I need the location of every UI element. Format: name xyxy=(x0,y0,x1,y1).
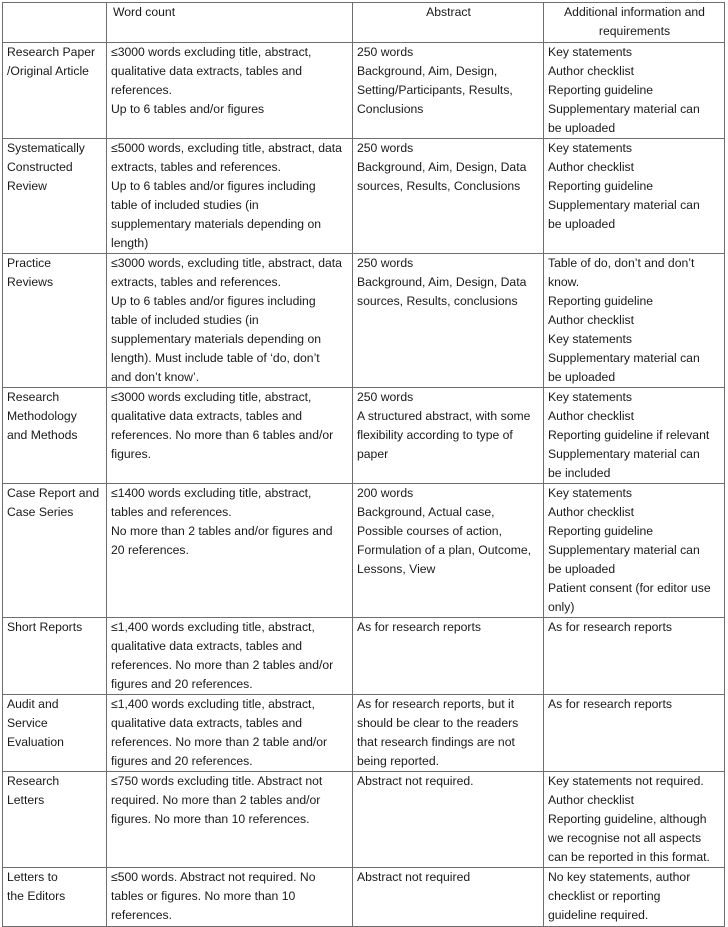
cell-text-line: Author checklist xyxy=(548,64,635,78)
cell-text-line: Background, Aim, Design, Data xyxy=(357,160,527,174)
cell-text-line: ≤500 words. Abstract not required. No xyxy=(111,870,316,884)
cell-text-line: Conclusions xyxy=(357,102,424,116)
cell-text-line: be uploaded xyxy=(548,121,616,135)
cell-text-line: Abstract not required. xyxy=(357,774,474,788)
cell-text-line: Key statements xyxy=(548,141,632,155)
cell-text-line: Systematically xyxy=(7,141,85,155)
cell-text-line: Letters xyxy=(7,793,45,807)
cell-text-line: the Editors xyxy=(7,889,66,903)
cell-text-line: supplementary materials depending on xyxy=(111,217,322,231)
cell-text-line: Supplementary material can xyxy=(548,198,700,212)
cell-text-line: Evaluation xyxy=(7,735,64,749)
cell-text-line: references. xyxy=(111,83,172,97)
cell-text-line: Supplementary material can xyxy=(548,543,700,557)
cell-text-line: supplementary materials depending on xyxy=(111,332,322,346)
cell-text-line: references. xyxy=(111,908,172,922)
cell-article-type xyxy=(3,139,107,254)
cell-article-type xyxy=(3,772,107,868)
cell-text-line: know. xyxy=(548,275,580,289)
header-row xyxy=(3,3,725,43)
table-row xyxy=(3,484,725,618)
cell-word-count xyxy=(107,254,353,388)
cell-text-line: Supplementary material can xyxy=(548,447,700,461)
cell-text-line: Author checklist xyxy=(548,793,635,807)
cell-text-line: and Methods xyxy=(7,428,78,442)
cell-text-line: only) xyxy=(548,600,575,614)
cell-text-line: sources, Results, conclusions xyxy=(357,294,518,308)
cell-text-line: be included xyxy=(548,466,611,480)
cell-abstract xyxy=(353,484,544,618)
cell-word-count xyxy=(107,772,353,868)
cell-word-count xyxy=(107,618,353,695)
cell-text-line: required. No more than 2 tables and/or xyxy=(111,793,321,807)
cell-additional-info xyxy=(544,695,725,772)
table-row xyxy=(3,868,725,927)
cell-text-line: No more than 2 tables and/or figures and xyxy=(111,524,333,538)
cell-text-line: Abstract not required xyxy=(357,870,471,884)
table-row xyxy=(3,618,725,695)
cell-text-line: Formulation of a plan, Outcome, xyxy=(357,543,532,557)
cell-text-line: Reporting guideline if relevant xyxy=(548,428,710,442)
header-abstract: Abstract xyxy=(353,3,544,43)
cell-text-line: 20 references. xyxy=(111,543,189,557)
cell-text-line: qualitative data extracts, tables and xyxy=(111,409,303,423)
cell-article-type xyxy=(3,695,107,772)
cell-text-line: Setting/Participants, Results, xyxy=(357,83,513,97)
cell-text-line: Reporting guideline xyxy=(548,294,654,308)
header-article-type xyxy=(3,3,107,43)
cell-text-line: Reporting guideline xyxy=(548,83,654,97)
cell-text-line: Service xyxy=(7,716,48,730)
cell-text-line: Reporting guideline xyxy=(548,524,654,538)
cell-text-line: Background, Aim, Design, Data xyxy=(357,275,527,289)
cell-text-line: As for research reports xyxy=(357,620,481,634)
table-row xyxy=(3,695,725,772)
cell-abstract xyxy=(353,139,544,254)
cell-word-count xyxy=(107,388,353,484)
cell-text-line: ≤1400 words excluding title, abstract, xyxy=(111,486,312,500)
cell-text-line: Reporting guideline xyxy=(548,179,654,193)
cell-text-line: Supplementary material can xyxy=(548,351,700,365)
cell-text-line: guideline required. xyxy=(548,908,649,922)
cell-text-line: Key statements xyxy=(548,45,632,59)
cell-text-line: table of included studies (in xyxy=(111,313,259,327)
cell-text-line: Key statements xyxy=(548,390,632,404)
cell-text-line: length) xyxy=(111,236,149,250)
cell-additional-info xyxy=(544,254,725,388)
cell-text-line: Research xyxy=(7,774,60,788)
cell-article-type xyxy=(3,43,107,139)
cell-word-count xyxy=(107,43,353,139)
cell-text-line: Letters to xyxy=(7,870,58,884)
cell-word-count xyxy=(107,695,353,772)
cell-text-line: checklist or reporting xyxy=(548,889,661,903)
cell-text-line: qualitative data extracts, tables and xyxy=(111,716,303,730)
cell-text-line: Key statements xyxy=(548,332,632,346)
cell-text-line: ≤750 words excluding title. Abstract not xyxy=(111,774,323,788)
cell-text-line: flexibility according to type of xyxy=(357,428,513,442)
cell-text-line: Key statements xyxy=(548,486,632,500)
cell-abstract xyxy=(353,388,544,484)
cell-abstract xyxy=(353,695,544,772)
cell-additional-info xyxy=(544,772,725,868)
cell-text-line: ≤3000 words, excluding title, abstract, data xyxy=(111,256,342,270)
table-row xyxy=(3,772,725,868)
cell-text-line: figures. No more than 10 references. xyxy=(111,812,310,826)
cell-text-line: figures and 20 references. xyxy=(111,754,253,768)
cell-text-line: 250 words xyxy=(357,141,414,155)
cell-text-line: references. No more than 6 tables and/or xyxy=(111,428,334,442)
cell-text-line: Up to 6 tables and/or figures including xyxy=(111,294,316,308)
cell-text-line: Reviews xyxy=(7,275,54,289)
cell-text-line: Reporting guideline, although xyxy=(548,812,707,826)
cell-text-line: Supplementary material can xyxy=(548,102,700,116)
cell-text-line: 250 words xyxy=(357,390,414,404)
table-row xyxy=(3,139,725,254)
cell-text-line: Practice xyxy=(7,256,52,270)
cell-article-type xyxy=(3,484,107,618)
cell-text-line: Author checklist xyxy=(548,160,635,174)
cell-text-line: table of included studies (in xyxy=(111,198,259,212)
cell-text-line: Background, Actual case, xyxy=(357,505,495,519)
cell-text-line: Possible courses of action, xyxy=(357,524,502,538)
cell-text-line: paper xyxy=(357,447,389,461)
cell-additional-info xyxy=(544,43,725,139)
cell-text-line: Table of do, don’t and don’t xyxy=(548,256,695,270)
cell-text-line: 250 words xyxy=(357,45,414,59)
cell-text-line: ≤1,400 words excluding title, abstract, xyxy=(111,620,315,634)
cell-additional-info xyxy=(544,484,725,618)
cell-text-line: qualitative data extracts, tables and xyxy=(111,64,303,78)
requirements-table xyxy=(2,2,725,927)
cell-text-line: Research Paper xyxy=(7,45,96,59)
cell-text-line: can be reported in this format. xyxy=(548,850,710,864)
cell-article-type xyxy=(3,618,107,695)
cell-text-line: ≤5000 words, excluding title, abstract, data xyxy=(111,141,342,155)
cell-word-count xyxy=(107,139,353,254)
cell-additional-info xyxy=(544,139,725,254)
cell-text-line: Review xyxy=(7,179,47,193)
cell-additional-info xyxy=(544,388,725,484)
cell-abstract xyxy=(353,43,544,139)
cell-text-line: be uploaded xyxy=(548,562,616,576)
cell-text-line: extracts, tables and references. xyxy=(111,275,282,289)
header-additional-info: Additional information and requirements xyxy=(544,3,725,43)
cell-additional-info xyxy=(544,868,725,927)
cell-text-line: Constructed xyxy=(7,160,73,174)
cell-text-line: Author checklist xyxy=(548,409,635,423)
cell-text-line: being reported. xyxy=(357,754,439,768)
header-word-count: Word count xyxy=(107,3,353,43)
cell-text-line: Up to 6 tables and/or figures xyxy=(111,102,265,116)
cell-text-line: that research findings are not xyxy=(357,735,515,749)
cell-text-line: should be clear to the readers xyxy=(357,716,519,730)
cell-word-count xyxy=(107,868,353,927)
table-row xyxy=(3,254,725,388)
cell-text-line: As for research reports xyxy=(548,620,672,634)
cell-text-line: Patient consent (for editor use xyxy=(548,581,711,595)
cell-text-line: we recognise not all aspects xyxy=(548,831,702,845)
cell-text-line: Author checklist xyxy=(548,505,635,519)
cell-text-line: Up to 6 tables and/or figures including xyxy=(111,179,316,193)
table-row xyxy=(3,43,725,139)
cell-text-line: figures and 20 references. xyxy=(111,677,253,691)
cell-text-line: extracts, tables and references. xyxy=(111,160,282,174)
cell-text-line: tables or figures. No more than 10 xyxy=(111,889,296,903)
cell-text-line: As for research reports xyxy=(548,697,672,711)
cell-abstract xyxy=(353,868,544,927)
cell-text-line: 200 words xyxy=(357,486,414,500)
cell-text-line: Case Report and xyxy=(7,486,100,500)
cell-text-line: Author checklist xyxy=(548,313,635,327)
cell-text-line: Methodology xyxy=(7,409,77,423)
cell-text-line: be uploaded xyxy=(548,370,616,384)
cell-text-line: qualitative data extracts, tables and xyxy=(111,639,303,653)
cell-article-type xyxy=(3,254,107,388)
cell-abstract xyxy=(353,618,544,695)
cell-text-line: ≤3000 words excluding title, abstract, xyxy=(111,390,312,404)
cell-text-line: Short Reports xyxy=(7,620,83,634)
table-row xyxy=(3,388,725,484)
cell-abstract xyxy=(353,254,544,388)
cell-text-line: references. No more than 2 table and/or xyxy=(111,735,328,749)
cell-text-line: be uploaded xyxy=(548,217,616,231)
cell-text-line: Lessons, View xyxy=(357,562,436,576)
cell-additional-info xyxy=(544,618,725,695)
cell-text-line: ≤3000 words excluding title, abstract, xyxy=(111,45,312,59)
cell-text-line: Research xyxy=(7,390,60,404)
cell-text-line: Background, Aim, Design, xyxy=(357,64,498,78)
cell-article-type xyxy=(3,868,107,927)
cell-text-line: A structured abstract, with some xyxy=(357,409,531,423)
cell-text-line: figures. xyxy=(111,447,151,461)
cell-word-count xyxy=(107,484,353,618)
cell-text-line: No key statements, author xyxy=(548,870,691,884)
cell-text-line: and don’t know’. xyxy=(111,370,200,384)
cell-text-line: As for research reports, but it xyxy=(357,697,515,711)
cell-text-line: length). Must include table of ‘do, don’t xyxy=(111,351,320,365)
cell-text-line: Key statements not required. xyxy=(548,774,704,788)
cell-text-line: ≤1,400 words excluding title, abstract, xyxy=(111,697,315,711)
cell-text-line: sources, Results, Conclusions xyxy=(357,179,521,193)
cell-abstract xyxy=(353,772,544,868)
cell-text-line: Case Series xyxy=(7,505,74,519)
cell-text-line: references. No more than 2 tables and/or xyxy=(111,658,334,672)
cell-text-line: 250 words xyxy=(357,256,414,270)
cell-article-type xyxy=(3,388,107,484)
cell-text-line: tables and references. xyxy=(111,505,232,519)
cell-text-line: /Original Article xyxy=(7,64,89,78)
cell-text-line: Audit and xyxy=(7,697,59,711)
